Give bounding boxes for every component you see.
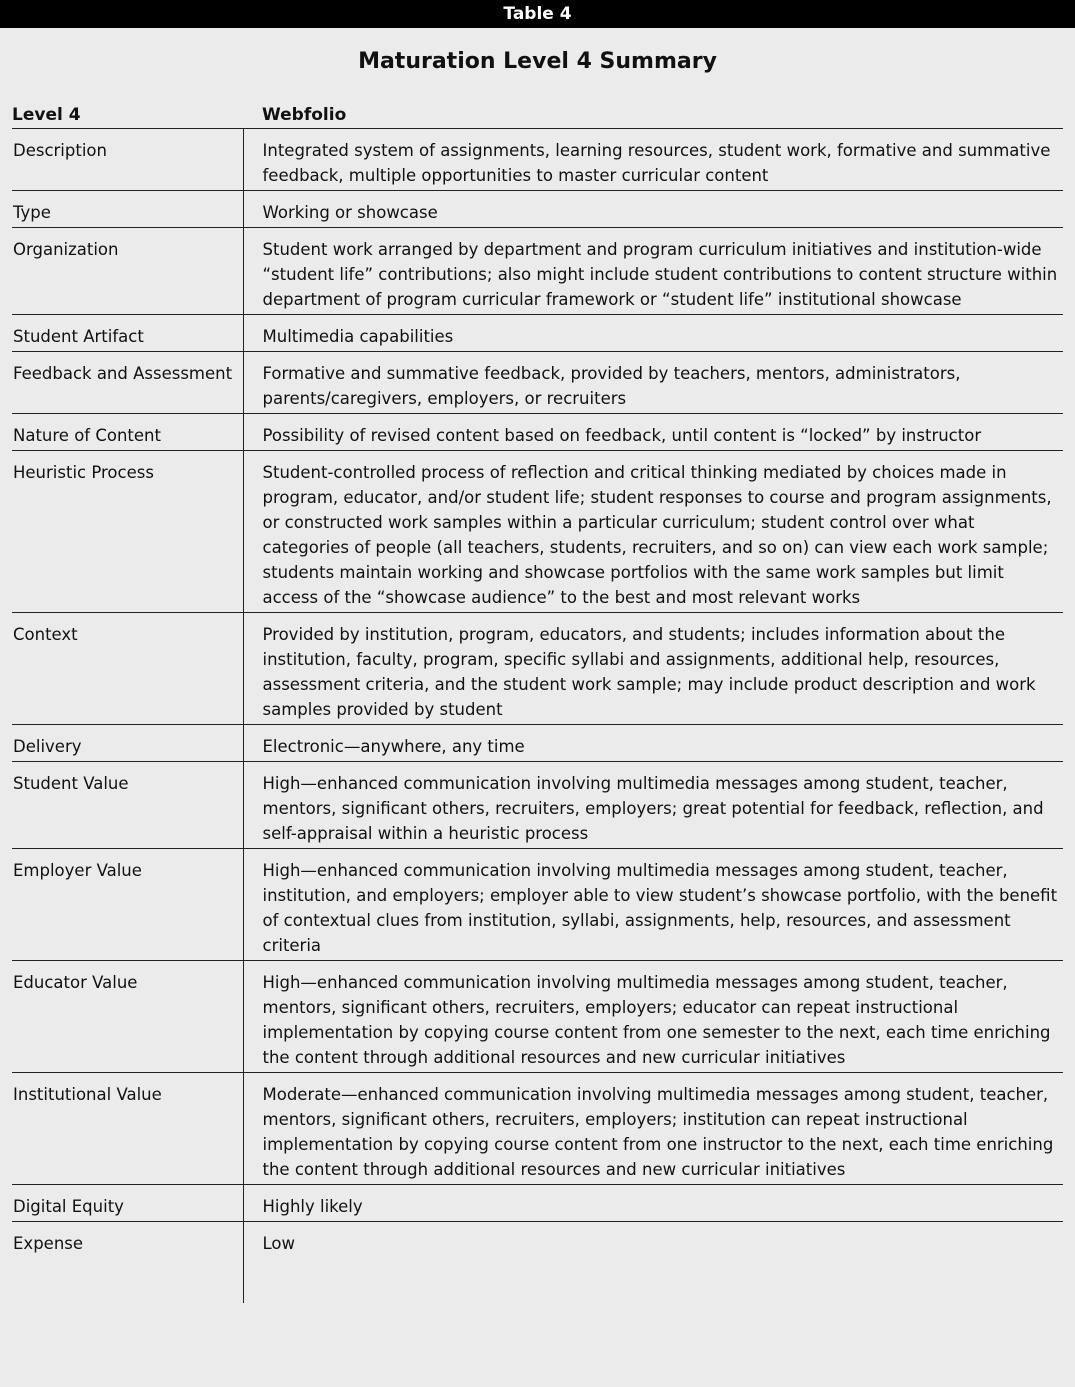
row-value: Provided by institution, program, educators, and students; includes information about the institution, faculty, program, specific syllabi and assignments, additional help, resources, assessment criteria, and the student work sample; may include product description and work samples provided by student [243, 613, 1063, 725]
row-label: Context [12, 613, 243, 725]
table-row [12, 613, 1063, 725]
row-label: Nature of Content [12, 414, 243, 451]
row-value: Low [243, 1222, 1063, 1304]
table-row [12, 414, 1063, 451]
table-number-bar [0, 0, 1075, 28]
row-label: Educator Value [12, 961, 243, 1073]
table-row [12, 1222, 1063, 1304]
row-label: Feedback and Assessment [12, 352, 243, 414]
row-value: Working or showcase [243, 191, 1063, 228]
row-label: Digital Equity [12, 1185, 243, 1222]
table-row [12, 191, 1063, 228]
table-number-label: Table 4 [503, 4, 572, 24]
column-header-webfolio: Webfolio [243, 100, 1063, 129]
row-value: Integrated system of assignments, learning resources, student work, formative and summative feedback, multiple opportunities to master curricular content [243, 129, 1063, 191]
table-title: Maturation Level 4 Summary [358, 49, 717, 74]
table-row [12, 849, 1063, 961]
table-body [12, 129, 1063, 1304]
row-label: Organization [12, 228, 243, 315]
table-row [12, 1073, 1063, 1185]
row-value: High—enhanced communication involving multimedia messages among student, teacher, mentors, significant others, recruiters, employers; great potential for feedback, reflection, and self-appraisal within a heuristic process [243, 762, 1063, 849]
row-value: Possibility of revised content based on feedback, until content is “locked” by instructor [243, 414, 1063, 451]
row-label: Type [12, 191, 243, 228]
column-header-level: Level 4 [12, 100, 243, 129]
row-label: Student Value [12, 762, 243, 849]
row-label: Employer Value [12, 849, 243, 961]
row-label: Student Artifact [12, 315, 243, 352]
header-row [12, 100, 1063, 129]
row-label: Delivery [12, 725, 243, 762]
row-label: Description [12, 129, 243, 191]
table-row [12, 129, 1063, 191]
table-row [12, 228, 1063, 315]
table-header [12, 100, 1063, 129]
row-value: Highly likely [243, 1185, 1063, 1222]
row-value: Moderate—enhanced communication involving multimedia messages among student, teacher, mentors, significant others, recruiters, employers; institution can repeat instructional implementation by copying course content from one instructor to the next, each time enriching the content through additional resources and new curricular initiatives [243, 1073, 1063, 1185]
row-value: Student-controlled process of reflection and critical thinking mediated by choices made in program, educator, and/or student life; student responses to course and program assignments, or constructed work samples within a particular curriculum; student control over what categories of people (all teachers, students, recruiters, and so on) can view each work sample; students maintain working and showcase portfolios with the same work samples but limit access of the “showcase audience” to the best and most relevant works [243, 451, 1063, 613]
row-value: Student work arranged by department and program curriculum initiatives and institution-wide “student life” contributions; also might include student contributions to content structure within department of program curricular framework or “student life” institutional showcase [243, 228, 1063, 315]
summary-table [12, 100, 1063, 1303]
table-row [12, 451, 1063, 613]
row-label: Expense [13, 1234, 84, 1253]
row-value: Formative and summative feedback, provided by teachers, mentors, administrators, parents/caregivers, employers, or recruiters [243, 352, 1063, 414]
table-row [12, 762, 1063, 849]
row-label: Heuristic Process [12, 451, 243, 613]
table-row [12, 725, 1063, 762]
row-value: High—enhanced communication involving multimedia messages among student, teacher, mentors, significant others, recruiters, employers; educator can repeat instructional implementation by copying course content from one semester to the next, each time enriching the content through additional resources and new curricular initiatives [243, 961, 1063, 1073]
table-row [12, 352, 1063, 414]
row-value: Multimedia capabilities [243, 315, 1063, 352]
table-row [12, 315, 1063, 352]
row-value: High—enhanced communication involving multimedia messages among student, teacher, institution, and employers; employer able to view student’s showcase portfolio, with the benefit of contextual clues from institution, syllabi, assignments, help, resources, and assessment criteria [243, 849, 1063, 961]
table-row [12, 961, 1063, 1073]
row-label: Institutional Value [12, 1073, 243, 1185]
table-row [12, 1185, 1063, 1222]
row-value: Electronic—anywhere, any time [243, 725, 1063, 762]
